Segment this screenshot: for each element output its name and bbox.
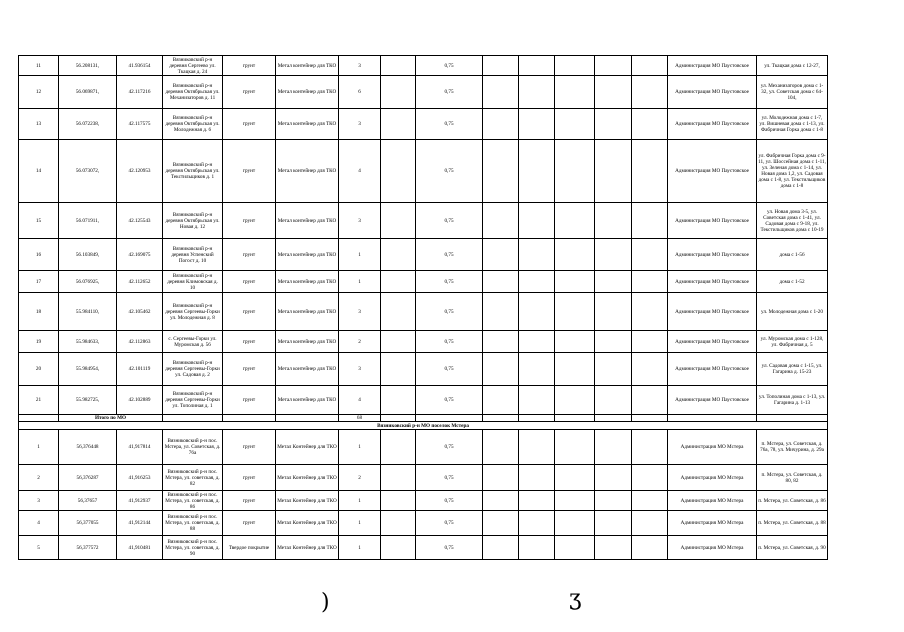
owner-cell: Администрация МО Паустовское — [668, 239, 757, 271]
empty-cell — [632, 271, 668, 293]
address-cell: с. Сергеевы-Горки ул. Муромская д. 56 — [163, 331, 223, 353]
longitude-cell: 42.169075 — [117, 239, 163, 271]
empty-cell — [632, 491, 668, 511]
surface-cell: грунт — [223, 465, 276, 491]
container-count-cell: 1 — [339, 271, 381, 293]
longitude-cell: 42.112863 — [117, 331, 163, 353]
address-cell: Вязниковский р-н пос. Мстера, ул. советская, д. 88 — [163, 511, 223, 536]
empty-cell — [381, 386, 416, 415]
container-type-cell: Метал контейнер для ТКО — [276, 331, 339, 353]
latitude-cell: 56.076925, — [59, 271, 117, 293]
latitude-cell: 56,377572 — [59, 536, 117, 560]
total-value: 68 — [339, 415, 381, 422]
container-volume-cell: 0,75 — [416, 293, 483, 331]
table-row — [19, 491, 828, 511]
owner-cell: Администрация МО Мстера — [668, 491, 757, 511]
total-label: Итого по МО — [59, 415, 163, 422]
latitude-cell: 56.103849, — [59, 239, 117, 271]
empty-cell — [555, 491, 595, 511]
longitude-cell: 42.117575 — [117, 109, 163, 140]
empty-cell — [381, 430, 416, 465]
longitude-cell: 42.125543 — [117, 203, 163, 239]
empty-cell — [381, 353, 416, 386]
owner-cell: Администрация МО Паустовское — [668, 353, 757, 386]
latitude-cell: 56.073072, — [59, 140, 117, 203]
surface-cell: грунт — [223, 203, 276, 239]
table-row — [19, 56, 828, 76]
container-type-cell: Метал контейнер для ТКО — [276, 386, 339, 415]
container-count-cell: 1 — [339, 536, 381, 560]
address-cell: Вязниковский р-н пос. Мстера, ул. советская, д. 86 — [163, 491, 223, 511]
served-objects-cell: ул. Механизаторов дома с 1-32, ул. Советская дома с 64-104, — [757, 76, 828, 109]
longitude-cell: 42.105462 — [117, 293, 163, 331]
served-objects-cell: ул. Молодежная дома с 1-7, ул. Вишневая дома с 1-13, ул. Фабричная Горка дома с 1-8 — [757, 109, 828, 140]
empty-cell — [381, 271, 416, 293]
empty-cell — [381, 293, 416, 331]
empty-cell — [555, 386, 595, 415]
container-volume-cell: 0,75 — [416, 56, 483, 76]
container-volume-cell: 0,75 — [416, 353, 483, 386]
row-number-cell: 1 — [19, 430, 59, 465]
handwritten-mark-left: ) — [321, 590, 330, 615]
empty-cell — [519, 386, 555, 415]
empty-cell — [595, 203, 632, 239]
empty-cell — [483, 386, 519, 415]
empty-cell — [668, 415, 757, 422]
served-objects-cell: ул. Ткацкая дома с 12-27, — [757, 56, 828, 76]
container-type-cell: Метал Контейнер для ТКО — [276, 465, 339, 491]
served-objects-cell: п. Мстера, ул. Советская, д. 76а, 78, ул. Мичурина, д. 29а — [757, 430, 828, 465]
served-objects-cell: ул. Молодежная дома с 1-20 — [757, 293, 828, 331]
empty-cell — [595, 76, 632, 109]
container-type-cell: Метал контейнер для ТКО — [276, 293, 339, 331]
empty-cell — [483, 491, 519, 511]
empty-cell — [595, 511, 632, 536]
empty-cell — [595, 239, 632, 271]
latitude-cell: 55.984954, — [59, 353, 117, 386]
container-type-cell: Метал Контейнер для ТКО — [276, 491, 339, 511]
empty-cell — [276, 415, 339, 422]
surface-cell: грунт — [223, 353, 276, 386]
empty-cell — [519, 109, 555, 140]
container-type-cell: Метал контейнер для ТКО — [276, 203, 339, 239]
empty-cell — [483, 203, 519, 239]
address-cell: Вязниковский р-н пос. Мстера, ул. Советская, д. 76а — [163, 430, 223, 465]
owner-cell: Администрация МО Паустовское — [668, 56, 757, 76]
empty-cell — [555, 56, 595, 76]
table-row — [19, 76, 828, 109]
row-number-cell: 5 — [19, 536, 59, 560]
container-volume-cell: 0,75 — [416, 465, 483, 491]
container-volume-cell: 0,75 — [416, 271, 483, 293]
empty-cell — [381, 331, 416, 353]
table-body — [19, 56, 828, 560]
row-number-cell: 2 — [19, 465, 59, 491]
empty-cell — [519, 271, 555, 293]
served-objects-cell: ул. Садовая дома с 1-15, ул. Гагарина д. 15-23 — [757, 353, 828, 386]
container-count-cell: 4 — [339, 140, 381, 203]
empty-cell — [381, 203, 416, 239]
empty-cell — [632, 353, 668, 386]
empty-cell — [519, 491, 555, 511]
empty-cell — [632, 76, 668, 109]
address-cell: Вязниковский р-н деревня Сергеево ул. Ткацкая д. 24 — [163, 56, 223, 76]
owner-cell: Администрация МО Паустовское — [668, 140, 757, 203]
empty-cell — [632, 109, 668, 140]
empty-cell — [595, 353, 632, 386]
empty-cell — [632, 536, 668, 560]
empty-cell — [416, 415, 483, 422]
empty-cell — [555, 415, 595, 422]
empty-cell — [595, 465, 632, 491]
container-volume-cell: 0,75 — [416, 331, 483, 353]
latitude-cell: 56,376448 — [59, 430, 117, 465]
empty-cell — [555, 76, 595, 109]
empty-cell — [519, 331, 555, 353]
container-count-cell: 1 — [339, 430, 381, 465]
table-row — [19, 293, 828, 331]
empty-cell — [483, 109, 519, 140]
table-row — [19, 465, 828, 491]
container-type-cell: Метал контейнер для ТКО — [276, 271, 339, 293]
row-number-cell: 3 — [19, 491, 59, 511]
row-number-cell: 18 — [19, 293, 59, 331]
empty-cell — [595, 430, 632, 465]
empty-cell — [519, 511, 555, 536]
empty-cell — [519, 430, 555, 465]
address-cell: Вязниковский р-н пос. Мстера, ул. советская, д. 82 — [163, 465, 223, 491]
handwritten-mark-right: ʒ — [569, 586, 582, 611]
empty-cell — [483, 56, 519, 76]
latitude-cell: 56.071911, — [59, 203, 117, 239]
empty-cell — [483, 293, 519, 331]
served-objects-cell: дома с 1-56 — [757, 239, 828, 271]
container-type-cell: Метал контейнер для ТКО — [276, 56, 339, 76]
empty-cell — [381, 76, 416, 109]
empty-cell — [595, 386, 632, 415]
latitude-cell: 56,377055 — [59, 511, 117, 536]
owner-cell: Администрация МО Мстера — [668, 465, 757, 491]
total-row — [19, 415, 828, 422]
container-type-cell: Метал контейнер для ТКО — [276, 353, 339, 386]
address-cell: Вязниковский р-н деревня Сергеевы-Горки ул. Садовая д. 2 — [163, 353, 223, 386]
longitude-cell: 41,912937 — [117, 491, 163, 511]
container-volume-cell: 0,75 — [416, 386, 483, 415]
longitude-cell: 41.936154 — [117, 56, 163, 76]
latitude-cell: 56.072238, — [59, 109, 117, 140]
container-type-cell: Метал Контейнер для ТКО — [276, 430, 339, 465]
address-cell: Вязниковский р-н деревня Успенский Погост д. 10 — [163, 239, 223, 271]
owner-cell: Администрация МО Паустовское — [668, 293, 757, 331]
empty-cell — [555, 293, 595, 331]
empty-cell — [595, 491, 632, 511]
empty-cell — [483, 239, 519, 271]
address-cell: Вязниковский р-н деревня Сергеевы-Горки ул. Молодежная д. 8 — [163, 293, 223, 331]
empty-cell — [381, 415, 416, 422]
row-number-cell: 4 — [19, 511, 59, 536]
longitude-cell: 41,912144 — [117, 511, 163, 536]
container-volume-cell: 0,75 — [416, 430, 483, 465]
container-volume-cell: 0,75 — [416, 239, 483, 271]
table-row — [19, 386, 828, 415]
owner-cell: Администрация МО Паустовское — [668, 109, 757, 140]
surface-cell: грунт — [223, 109, 276, 140]
surface-cell: грунт — [223, 491, 276, 511]
container-count-cell: 1 — [339, 239, 381, 271]
waste-sites-table — [18, 55, 828, 560]
surface-cell: грунт — [223, 386, 276, 415]
served-objects-cell: п. Мстера, ул. Советская, д. 88 — [757, 511, 828, 536]
address-cell: Вязниковский р-н деревня Октябрьская ул. Новая д. 12 — [163, 203, 223, 239]
latitude-cell: 56.208131, — [59, 56, 117, 76]
row-number-cell: 17 — [19, 271, 59, 293]
empty-cell — [632, 239, 668, 271]
latitude-cell: 56.069871, — [59, 76, 117, 109]
longitude-cell: 42.112652 — [117, 271, 163, 293]
empty-cell — [519, 465, 555, 491]
longitude-cell: 41,910481 — [117, 536, 163, 560]
row-number-cell: 16 — [19, 239, 59, 271]
surface-cell: грунт — [223, 76, 276, 109]
table-row — [19, 331, 828, 353]
container-type-cell: Метал Контейнер для ТКО — [276, 511, 339, 536]
container-count-cell: 2 — [339, 465, 381, 491]
empty-cell — [483, 271, 519, 293]
container-count-cell: 6 — [339, 76, 381, 109]
served-objects-cell: п. Мстера, ул. Советская, д. 86 — [757, 491, 828, 511]
empty-cell — [595, 56, 632, 76]
empty-cell — [632, 465, 668, 491]
container-count-cell: 3 — [339, 109, 381, 140]
surface-cell: грунт — [223, 56, 276, 76]
container-volume-cell: 0,75 — [416, 203, 483, 239]
empty-cell — [632, 430, 668, 465]
table-row — [19, 430, 828, 465]
empty-cell — [19, 415, 59, 422]
longitude-cell: 42.120953 — [117, 140, 163, 203]
table-row — [19, 203, 828, 239]
empty-cell — [381, 140, 416, 203]
longitude-cell: 41,917814 — [117, 430, 163, 465]
empty-cell — [483, 536, 519, 560]
surface-cell: грунт — [223, 271, 276, 293]
address-cell: Вязниковский р-н деревня Сергеевы-Горки ул. Тополиная д. 1 — [163, 386, 223, 415]
address-cell: Вязниковский р-н деревня Октябрьская ул. Текстильщиков д. 1 — [163, 140, 223, 203]
empty-cell — [555, 511, 595, 536]
empty-cell — [595, 140, 632, 203]
section-header-row — [19, 422, 828, 430]
address-cell: Вязниковский р-н деревня Октябрьская ул. Молодежная д. 6 — [163, 109, 223, 140]
empty-cell — [381, 491, 416, 511]
empty-cell — [381, 465, 416, 491]
surface-cell: Твердое покрытие — [223, 536, 276, 560]
empty-cell — [381, 511, 416, 536]
empty-cell — [381, 239, 416, 271]
owner-cell: Администрация МО Паустовское — [668, 331, 757, 353]
empty-cell — [483, 465, 519, 491]
owner-cell: Администрация МО Паустовское — [668, 386, 757, 415]
empty-cell — [632, 293, 668, 331]
empty-cell — [555, 109, 595, 140]
empty-cell — [632, 415, 668, 422]
container-count-cell: 4 — [339, 386, 381, 415]
container-count-cell: 3 — [339, 203, 381, 239]
empty-cell — [555, 430, 595, 465]
table-row — [19, 353, 828, 386]
empty-cell — [483, 415, 519, 422]
empty-cell — [483, 140, 519, 203]
container-volume-cell: 0,75 — [416, 109, 483, 140]
latitude-cell: 55.984110, — [59, 293, 117, 331]
empty-cell — [555, 331, 595, 353]
empty-cell — [519, 203, 555, 239]
empty-cell — [632, 331, 668, 353]
surface-cell: грунт — [223, 511, 276, 536]
empty-cell — [519, 140, 555, 203]
row-number-cell: 19 — [19, 331, 59, 353]
table-row — [19, 271, 828, 293]
surface-cell: грунт — [223, 430, 276, 465]
table-row — [19, 511, 828, 536]
empty-cell — [223, 415, 276, 422]
served-objects-cell: п. Мстера, ул. Советская, д. 90 — [757, 536, 828, 560]
surface-cell: грунт — [223, 293, 276, 331]
served-objects-cell: дома с 1-52 — [757, 271, 828, 293]
row-number-cell: 15 — [19, 203, 59, 239]
empty-cell — [595, 331, 632, 353]
address-cell: Вязниковский р-н деревня Октябрьская ул. Механизаторов д. 11 — [163, 76, 223, 109]
empty-cell — [519, 536, 555, 560]
row-number-cell: 21 — [19, 386, 59, 415]
surface-cell: грунт — [223, 140, 276, 203]
empty-cell — [555, 271, 595, 293]
container-type-cell: Метал контейнер для ТКО — [276, 140, 339, 203]
container-volume-cell: 0,75 — [416, 511, 483, 536]
empty-cell — [595, 293, 632, 331]
empty-cell — [555, 353, 595, 386]
address-cell: Вязниковский р-н пос. Мстера, ул. советская, д. 90 — [163, 536, 223, 560]
owner-cell: Администрация МО Паустовское — [668, 203, 757, 239]
empty-cell — [483, 430, 519, 465]
empty-cell — [632, 386, 668, 415]
container-type-cell: Метал контейнер для ТКО — [276, 109, 339, 140]
latitude-cell: 56,376287 — [59, 465, 117, 491]
row-number-cell: 12 — [19, 76, 59, 109]
owner-cell: Администрация МО Мстера — [668, 536, 757, 560]
empty-cell — [632, 203, 668, 239]
container-count-cell: 3 — [339, 293, 381, 331]
longitude-cell: 42.117216 — [117, 76, 163, 109]
longitude-cell: 41,916253 — [117, 465, 163, 491]
table-row — [19, 536, 828, 560]
latitude-cell: 56,37657 — [59, 491, 117, 511]
owner-cell: Администрация МО Паустовское — [668, 76, 757, 109]
surface-cell: грунт — [223, 239, 276, 271]
surface-cell: грунт — [223, 331, 276, 353]
empty-cell — [519, 353, 555, 386]
empty-cell — [519, 293, 555, 331]
container-volume-cell: 0,75 — [416, 536, 483, 560]
container-volume-cell: 0,75 — [416, 140, 483, 203]
container-count-cell: 1 — [339, 511, 381, 536]
served-objects-cell: ул. Фабричная Горка дома с 9-11, ул. Шоссейная дома с 1-11, ул. Зеленая дома с 1-14, ул. Новая дома 1,2, ул. Садовая дома с 1-8, ул. Текстильщиков дома с 1-8 — [757, 140, 828, 203]
table-row — [19, 140, 828, 203]
empty-cell — [632, 56, 668, 76]
section-title: Вязниковский р-н МО поселок Мстера — [19, 422, 828, 430]
container-type-cell: Метал контейнер для ТКО — [276, 239, 339, 271]
empty-cell — [632, 140, 668, 203]
empty-cell — [595, 415, 632, 422]
empty-cell — [163, 415, 223, 422]
empty-cell — [483, 76, 519, 109]
owner-cell: Администрация МО Мстера — [668, 430, 757, 465]
empty-cell — [483, 353, 519, 386]
empty-cell — [519, 239, 555, 271]
empty-cell — [483, 511, 519, 536]
empty-cell — [632, 511, 668, 536]
container-type-cell: Метал контейнер для ТКО — [276, 76, 339, 109]
row-number-cell: 14 — [19, 140, 59, 203]
empty-cell — [555, 140, 595, 203]
container-count-cell: 2 — [339, 331, 381, 353]
row-number-cell: 13 — [19, 109, 59, 140]
owner-cell: Администрация МО Мстера — [668, 511, 757, 536]
empty-cell — [595, 271, 632, 293]
empty-cell — [519, 415, 555, 422]
container-count-cell: 3 — [339, 56, 381, 76]
served-objects-cell: ул. Муромская дома с 1-128, ул. Фабричная д. 5 — [757, 331, 828, 353]
container-type-cell: Метал Контейнер для ТКО — [276, 536, 339, 560]
empty-cell — [595, 536, 632, 560]
empty-cell — [555, 203, 595, 239]
container-count-cell: 3 — [339, 353, 381, 386]
empty-cell — [555, 465, 595, 491]
empty-cell — [519, 76, 555, 109]
empty-cell — [757, 415, 828, 422]
longitude-cell: 42.102889 — [117, 386, 163, 415]
container-volume-cell: 0,75 — [416, 76, 483, 109]
empty-cell — [555, 536, 595, 560]
empty-cell — [519, 56, 555, 76]
container-volume-cell: 0,75 — [416, 491, 483, 511]
table-row — [19, 109, 828, 140]
row-number-cell: 20 — [19, 353, 59, 386]
served-objects-cell: п. Мстера, ул. Советская, д. 80, 82 — [757, 465, 828, 491]
empty-cell — [555, 239, 595, 271]
empty-cell — [483, 331, 519, 353]
latitude-cell: 55.982725, — [59, 386, 117, 415]
served-objects-cell: ул. Новая дома 3-5, ул. Советская дома с 1-41, ул. Садовая дома с 9-18, ул. Текстильщиков дома с 10-19 — [757, 203, 828, 239]
empty-cell — [381, 56, 416, 76]
empty-cell — [381, 536, 416, 560]
address-cell: Вязниковский р-н деревня Климовская д. 10 — [163, 271, 223, 293]
longitude-cell: 42.101119 — [117, 353, 163, 386]
latitude-cell: 55.984633, — [59, 331, 117, 353]
owner-cell: Администрация МО Паустовское — [668, 271, 757, 293]
table-row — [19, 239, 828, 271]
empty-cell — [595, 109, 632, 140]
row-number-cell: 11 — [19, 56, 59, 76]
served-objects-cell: ул. Тополиная дома с 1-13, ул. Гагарина д. 1-13 — [757, 386, 828, 415]
container-count-cell: 1 — [339, 491, 381, 511]
empty-cell — [381, 109, 416, 140]
